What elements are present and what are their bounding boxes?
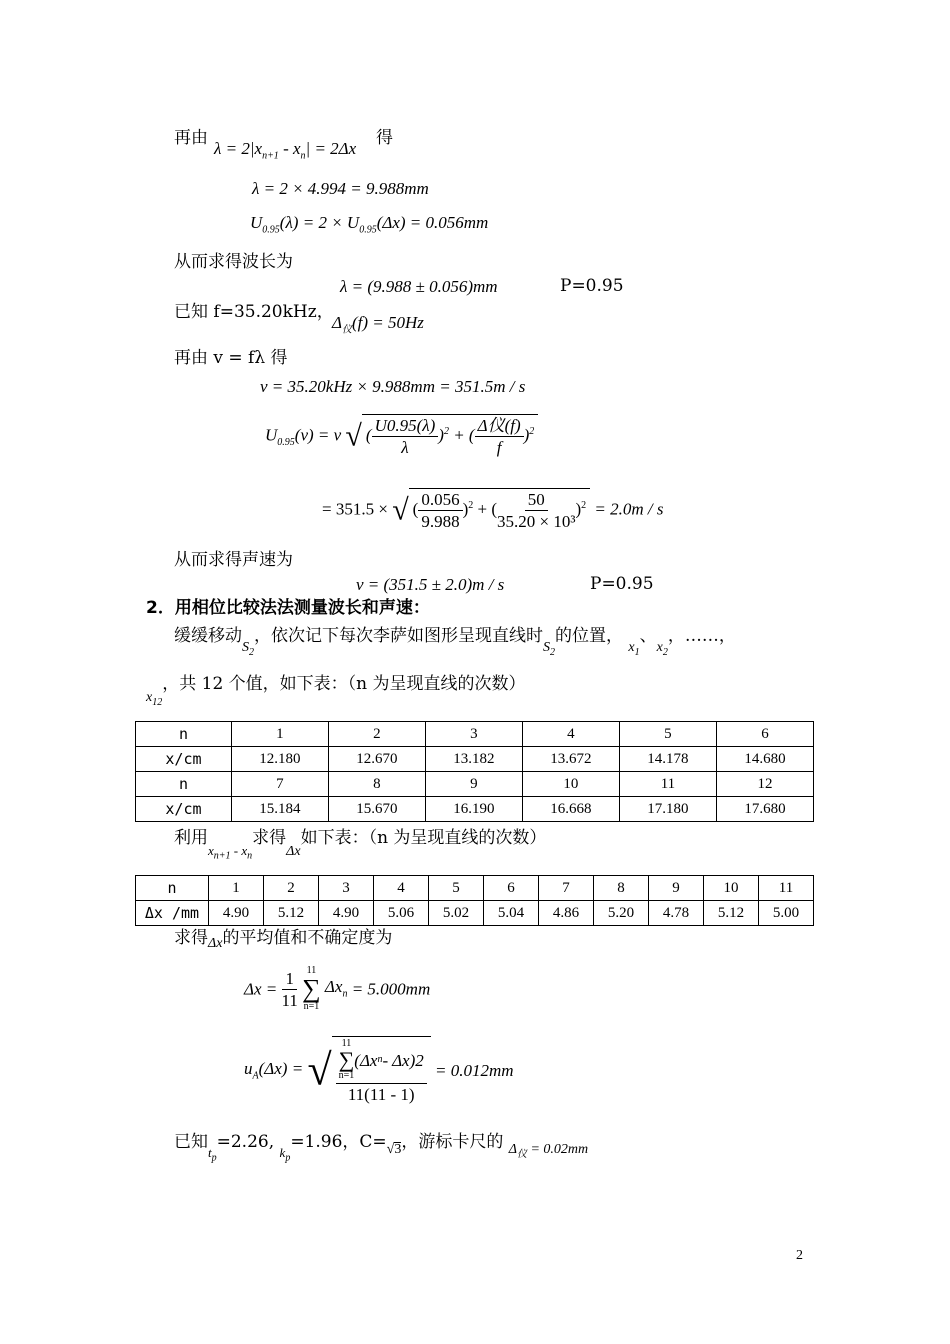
- table-cell: 1: [231, 722, 328, 747]
- row-label: n: [136, 722, 232, 747]
- table-cell: 12.180: [231, 747, 328, 772]
- table-cell: 12.670: [328, 747, 425, 772]
- table-header-cell: 4: [374, 876, 429, 901]
- table-cell: 4.90: [319, 901, 374, 926]
- table-cell: 8: [328, 772, 425, 797]
- ua-equation: $u_A(\Delta x)$ = √ 11 ∑ n=1 (Δx n - Δx)2 11(11 - 1) = 0.012mm: [244, 1038, 514, 1104]
- text-known-f: 已知 f=35.20kHz，: [174, 302, 334, 322]
- table-cell: 2: [328, 722, 425, 747]
- table-cell: 14.680: [716, 747, 813, 772]
- table-header-cell: 6: [484, 876, 539, 901]
- paragraph-mean: 求得$_{\Delta x}$的平均值和不确定度为: [174, 928, 393, 951]
- table-header-cell: 7: [539, 876, 594, 901]
- table-cell: 6: [716, 722, 813, 747]
- table-header-cell: 2: [264, 876, 319, 901]
- table-cell: 10: [522, 772, 619, 797]
- table-row: [136, 747, 814, 772]
- lambda-equation: $\lambda = 2|x_{n+1} - x_n| = 2\Delta x$: [214, 139, 357, 162]
- v-result: v = (351.5 ± 2.0)m / s: [356, 575, 505, 594]
- table-cell: 5.06: [374, 901, 429, 926]
- paragraph-values: $_{x_{12}}$，共 12 个值，如下表：（n 为呈现直线的次数）: [146, 674, 526, 708]
- table-cell: 5: [619, 722, 716, 747]
- table-header-cell: 5: [429, 876, 484, 901]
- probability-2: P=0.95: [590, 574, 654, 594]
- table-row: [136, 876, 814, 901]
- page-number: 2: [796, 1248, 803, 1263]
- table-cell: 16.190: [425, 797, 522, 822]
- table-cell: 13.182: [425, 747, 522, 772]
- table-header-cell: 10: [704, 876, 759, 901]
- table-cell: 17.180: [619, 797, 716, 822]
- table-row: [136, 797, 814, 822]
- text-again-by: 再由: [174, 128, 208, 148]
- paragraph-known: 已知$_{t_p}$=2.26, $_{k_p}$=1.96，$C=_{√3}$，游标卡尺的 $_{\Delta_仪 = 0.02mm}$: [174, 1132, 589, 1164]
- delta-x-table: [135, 875, 814, 926]
- table-cell: 4: [522, 722, 619, 747]
- table-cell: 17.680: [716, 797, 813, 822]
- mean-equation: Δx = $\frac{1}{11}$ 11 ∑ n=1 $\Delta x_n = 5.000mm$: [244, 965, 431, 1012]
- table-cell: 4.78: [649, 901, 704, 926]
- table-cell: 5.02: [429, 901, 484, 926]
- table-cell: 15.184: [231, 797, 328, 822]
- table-cell: 7: [231, 772, 328, 797]
- lambda-result: λ = (9.988 ± 0.056)mm: [340, 277, 498, 296]
- table-row: [136, 772, 814, 797]
- table-header-cell: 3: [319, 876, 374, 901]
- row-label: x/cm: [136, 797, 232, 822]
- row-label: x/cm: [136, 747, 232, 772]
- table-header-cell: 9: [649, 876, 704, 901]
- row-label: Δx /mm: [136, 901, 209, 926]
- table-cell: 5.12: [704, 901, 759, 926]
- table-cell: 11: [619, 772, 716, 797]
- table-cell: 16.668: [522, 797, 619, 822]
- v-mean-equation: v = 35.20kHz × 9.988mm = 351.5m / s: [260, 377, 526, 396]
- table-cell: 13.672: [522, 747, 619, 772]
- table-cell: 5.04: [484, 901, 539, 926]
- table-cell: 4.90: [209, 901, 264, 926]
- position-table: [135, 721, 814, 822]
- table-row: [136, 901, 814, 926]
- table-cell: 14.178: [619, 747, 716, 772]
- table-cell: 5.20: [594, 901, 649, 926]
- text-wavelength-result: 从而求得波长为: [174, 252, 293, 272]
- table-cell: 15.670: [328, 797, 425, 822]
- paragraph-use: 利用$_{x_{n+1} - x_n}$求得$_{\Delta x}$如下表：（n 为呈现直线的次数）: [174, 828, 547, 862]
- probability-1: P=0.95: [560, 276, 624, 296]
- table-cell: 5.12: [264, 901, 319, 926]
- table-cell: 5.00: [759, 901, 814, 926]
- u-lambda-equation: $U_{0.95}(\lambda) = 2 \times U_{0.95}(\Delta x) = 0.056mm$: [250, 213, 489, 236]
- row-label: n: [136, 772, 232, 797]
- text-v-equals: 再由 v = fλ 得: [174, 348, 288, 368]
- paragraph-move: 缓缓移动$_{S_2}$，依次记下每次李萨如图形呈现直线时$_{S_2}$的位置， $_{x_1}$、$_{x_2}$，……，: [174, 626, 736, 658]
- table-header-cell: 1: [209, 876, 264, 901]
- v-uncertainty-numeric: = 351.5 × √( $\frac{0.056}{9.988}$ )$^2$ + ( $\frac{50}{\text{35.20 × 10³}}$ )$^2$ = 2.0m / s: [322, 490, 664, 531]
- section-heading: 2．用相位比较法法测量波长和声速：: [146, 598, 430, 618]
- table-header-cell: 8: [594, 876, 649, 901]
- delta-f-equation: $\Delta_仪(f) = 50Hz$: [332, 313, 424, 336]
- u-v-equation: $U_{0.95}(v) = v$ √( $\frac{U0.95(\lambda)}{\lambda}$ )$^2$ + ( $\frac{\text{Δ仪(f)}}{f}$ )$^2$: [265, 414, 538, 458]
- table-cell: 4.86: [539, 901, 594, 926]
- table-cell: 9: [425, 772, 522, 797]
- table-cell: 3: [425, 722, 522, 747]
- table-cell: 12: [716, 772, 813, 797]
- lambda-mean-equation: λ = 2 × 4.994 = 9.988mm: [252, 179, 429, 198]
- text-get: 得: [376, 128, 393, 148]
- table-header-cell: 11: [759, 876, 814, 901]
- row-label: n: [136, 876, 209, 901]
- table-row: [136, 722, 814, 747]
- text-speed-result: 从而求得声速为: [174, 550, 293, 570]
